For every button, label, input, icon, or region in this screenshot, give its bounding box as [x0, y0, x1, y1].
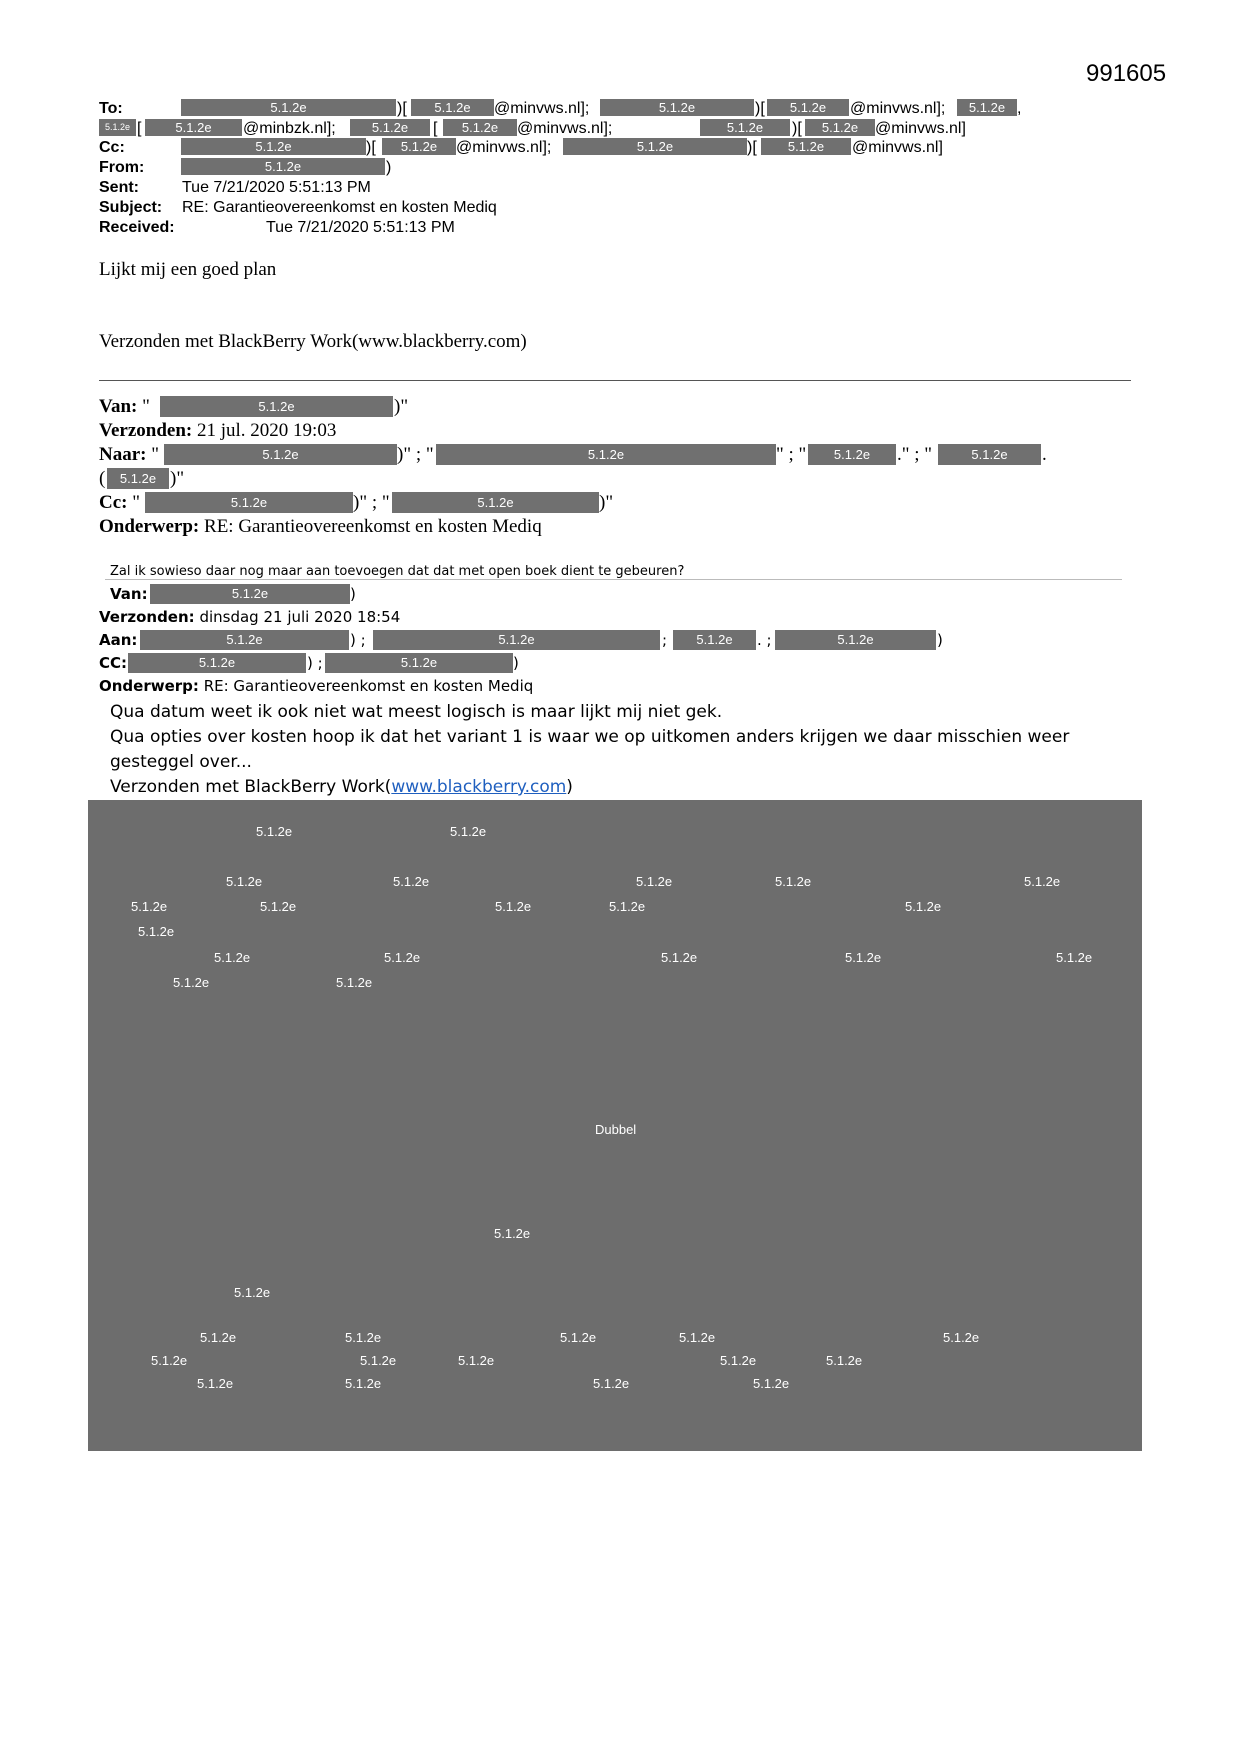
- cc-fragment: )[: [366, 139, 376, 156]
- redaction-label: 5.1.2e: [679, 1330, 716, 1345]
- to-fragment: )[: [397, 100, 407, 117]
- redaction: 5.1.2e: [150, 584, 350, 604]
- redaction-label: 5.1.2e: [495, 899, 532, 914]
- to-fragment: [: [137, 120, 142, 137]
- redaction: 5.1.2e: [164, 444, 397, 465]
- redaction: 5.1.2e: [140, 630, 349, 650]
- redaction-label: 5.1.2e: [226, 874, 263, 889]
- redaction: 5.1.2e: [392, 492, 599, 513]
- to-fragment: )[: [755, 100, 765, 117]
- msg3-aan-f4: ): [937, 631, 943, 649]
- redaction-label: 5.1.2e: [636, 874, 673, 889]
- message-separator: [105, 579, 1122, 580]
- reply-text: Lijkt mij een goed plan: [99, 259, 277, 280]
- redaction-label: 5.1.2e: [173, 975, 210, 990]
- redaction: 5.1.2e: [382, 138, 456, 155]
- msg3-onderwerp-value: RE: Garantieovereenkomst en kosten Mediq: [203, 677, 534, 695]
- msg3-verzonden: [99, 608, 400, 626]
- msg2-verzonden-label: Verzonden:: [99, 420, 193, 441]
- msg2-onderwerp-label: Onderwerp:: [99, 516, 200, 537]
- redaction: 5.1.2e: [775, 630, 936, 650]
- msg3-cc: [99, 654, 127, 672]
- redaction: 5.1.2e: [145, 119, 242, 136]
- msg3-body-line3: gesteggel over...: [110, 752, 252, 772]
- msg2-van-post: )": [394, 396, 409, 417]
- redaction: 5.1.2e: [805, 119, 875, 136]
- redaction-label: 5.1.2e: [720, 1353, 757, 1368]
- redaction-label: 5.1.2e: [609, 899, 646, 914]
- to-fragment: @minvws.nl];: [850, 100, 946, 117]
- redaction-label: 5.1.2e: [943, 1330, 980, 1345]
- to-fragment: @minvws.nl];: [494, 100, 590, 117]
- msg2-van: [99, 396, 150, 418]
- redaction: 5.1.2e: [145, 492, 353, 513]
- redaction-label: 5.1.2e: [905, 899, 942, 914]
- redaction: 5.1.2e: [181, 138, 366, 155]
- redaction: 5.1.2e: [700, 119, 790, 136]
- redaction: 5.1.2e: [181, 158, 385, 175]
- msg3-cc-f2: ): [513, 654, 519, 672]
- msg2-cc: [99, 492, 140, 514]
- msg2-van-label: Van:: [99, 396, 138, 417]
- redacted-block: [88, 800, 1142, 1451]
- redaction-label: 5.1.2e: [593, 1376, 630, 1391]
- redaction-label: 5.1.2e: [450, 824, 487, 839]
- msg2-naar-f6: (: [99, 468, 106, 489]
- msg3-verzonden-value: dinsdag 21 juli 2020 18:54: [199, 608, 401, 626]
- msg3-van: [110, 585, 148, 603]
- msg3-onderwerp: [99, 677, 533, 695]
- msg2-naar-label: Naar:: [99, 444, 147, 465]
- redaction-label: 5.1.2e: [138, 924, 175, 939]
- blackberry-link[interactable]: www.blackberry.com: [391, 777, 567, 797]
- msg2-naar-f1: ": [151, 444, 159, 465]
- redaction-label: 5.1.2e: [775, 874, 812, 889]
- msg2-van-pre: ": [142, 396, 150, 417]
- msg3-signature-pre: Verzonden met BlackBerry Work(: [110, 777, 392, 797]
- redaction-label: 5.1.2e: [1024, 874, 1061, 889]
- redaction: 5.1.2e: [957, 99, 1017, 116]
- msg3-aan-f2: ;: [662, 631, 668, 649]
- redaction-label: 5.1.2e: [393, 874, 430, 889]
- to-fragment: @minvws.nl]: [875, 120, 966, 137]
- msg3-aan-f3: . ;: [757, 631, 772, 649]
- redaction-label: 5.1.2e: [214, 950, 251, 965]
- from-label: From:: [99, 159, 145, 176]
- redaction: 5.1.2e: [128, 653, 306, 673]
- msg3-van-label: Van:: [110, 585, 148, 603]
- redaction-label: 5.1.2e: [826, 1353, 863, 1368]
- redaction: 5.1.2e: [373, 630, 660, 650]
- redaction-label: 5.1.2e: [1056, 950, 1093, 965]
- msg2-naar-f4: ." ; ": [897, 444, 933, 465]
- msg3-aan-label: Aan:: [99, 631, 138, 649]
- to-label: To:: [99, 100, 123, 117]
- redaction: 5.1.2e: [563, 138, 747, 155]
- redaction: 5.1.2e: [938, 444, 1041, 465]
- to-fragment: ,: [1017, 100, 1022, 117]
- redaction: 5.1.2e: [350, 119, 430, 136]
- redaction-label: 5.1.2e: [200, 1330, 237, 1345]
- msg2-naar: [99, 444, 159, 466]
- redaction-label: 5.1.2e: [151, 1353, 188, 1368]
- to-fragment: @minvws.nl];: [517, 120, 613, 137]
- redaction: 5.1.2e: [99, 119, 136, 136]
- msg3-signature-post: ): [566, 777, 573, 797]
- msg2-naar-f2: )" ; ": [397, 444, 434, 465]
- received-value: Tue 7/21/2020 5:51:13 PM: [266, 219, 455, 236]
- redaction: 5.1.2e: [600, 99, 754, 116]
- msg2-onderwerp-value: RE: Garantieovereenkomst en kosten Mediq: [204, 516, 542, 537]
- sent-label: Sent:: [99, 179, 139, 196]
- redaction: 5.1.2e: [107, 468, 169, 489]
- redaction-label: 5.1.2e: [197, 1376, 234, 1391]
- signature-text: Verzonden met BlackBerry Work(www.blackberry.com): [99, 331, 527, 352]
- redaction-label: 5.1.2e: [345, 1330, 382, 1345]
- sent-value: Tue 7/21/2020 5:51:13 PM: [182, 179, 371, 196]
- redaction-label: 5.1.2e: [345, 1376, 382, 1391]
- msg3-van-post: ): [350, 585, 356, 603]
- redaction: 5.1.2e: [808, 444, 896, 465]
- msg2-verzonden-value: 21 jul. 2020 19:03: [197, 420, 337, 441]
- to-fragment: @minbzk.nl];: [243, 120, 336, 137]
- redaction: 5.1.2e: [325, 653, 513, 673]
- redaction-label: 5.1.2e: [494, 1226, 531, 1241]
- redaction-label: 5.1.2e: [260, 899, 297, 914]
- redaction: 5.1.2e: [436, 444, 776, 465]
- msg3-body-line1: Qua datum weet ik ook niet wat meest logisch is maar lijkt mij niet gek.: [110, 702, 723, 722]
- redaction-label: 5.1.2e: [458, 1353, 495, 1368]
- cc-fragment: )[: [747, 139, 757, 156]
- cc-fragment: @minvws.nl]: [852, 139, 943, 156]
- redaction-label: 5.1.2e: [384, 950, 421, 965]
- msg2-body: Zal ik sowieso daar nog maar aan toevoegen dat dat met open boek dient te gebeuren?: [110, 564, 685, 579]
- msg2-naar-f7: )": [170, 468, 185, 489]
- subject-value: RE: Garantieovereenkomst en kosten Mediq: [182, 199, 497, 216]
- redaction-label: 5.1.2e: [360, 1353, 397, 1368]
- redaction-label: 5.1.2e: [256, 824, 293, 839]
- msg3-aan-f1: ) ;: [350, 631, 366, 649]
- redaction-label: 5.1.2e: [661, 950, 698, 965]
- redaction-label: 5.1.2e: [131, 899, 168, 914]
- cc-label: Cc:: [99, 139, 125, 156]
- redaction-label: 5.1.2e: [234, 1285, 271, 1300]
- msg2-onderwerp: [99, 516, 542, 538]
- msg2-cc-label: Cc:: [99, 492, 128, 513]
- from-fragment: ): [386, 159, 392, 176]
- redaction-center-label: Dubbel: [595, 1122, 637, 1137]
- redaction: 5.1.2e: [411, 99, 494, 116]
- msg3-aan: [99, 631, 137, 649]
- msg3-cc-f1: ) ;: [307, 654, 323, 672]
- msg3-verzonden-label: Verzonden:: [99, 608, 195, 626]
- msg3-cc-label: CC:: [99, 654, 128, 672]
- msg3-body-line2: Qua opties over kosten hoop ik dat het variant 1 is waar we op uitkomen anders krijgen we daar misschien weer: [110, 727, 1070, 747]
- msg3-signature: [110, 777, 573, 797]
- msg2-naar-f5: .: [1042, 444, 1047, 465]
- subject-label: Subject:: [99, 199, 163, 216]
- cc-fragment: @minvws.nl];: [456, 139, 552, 156]
- to-fragment: )[: [792, 120, 802, 137]
- msg3-onderwerp-label: Onderwerp:: [99, 677, 199, 695]
- redaction: 5.1.2e: [673, 630, 756, 650]
- redaction-label: 5.1.2e: [753, 1376, 790, 1391]
- message-separator: [99, 380, 1131, 381]
- redaction-label: 5.1.2e: [336, 975, 373, 990]
- redaction-label: 5.1.2e: [560, 1330, 597, 1345]
- msg2-cc-f1: ": [132, 492, 140, 513]
- document-number: 991605: [1086, 60, 1167, 87]
- redaction: 5.1.2e: [160, 396, 393, 417]
- redaction-label: 5.1.2e: [845, 950, 882, 965]
- msg2-cc-f3: )": [599, 492, 614, 513]
- received-label: Received:: [99, 219, 175, 236]
- redaction: 5.1.2e: [181, 99, 396, 116]
- redaction: 5.1.2e: [761, 138, 851, 155]
- to-fragment: [: [433, 120, 438, 137]
- msg2-naar-f3: " ; ": [776, 444, 807, 465]
- redaction: 5.1.2e: [443, 119, 517, 136]
- msg2-cc-f2: )" ; ": [353, 492, 390, 513]
- redaction: 5.1.2e: [767, 99, 849, 116]
- msg2-verzonden: [99, 420, 336, 442]
